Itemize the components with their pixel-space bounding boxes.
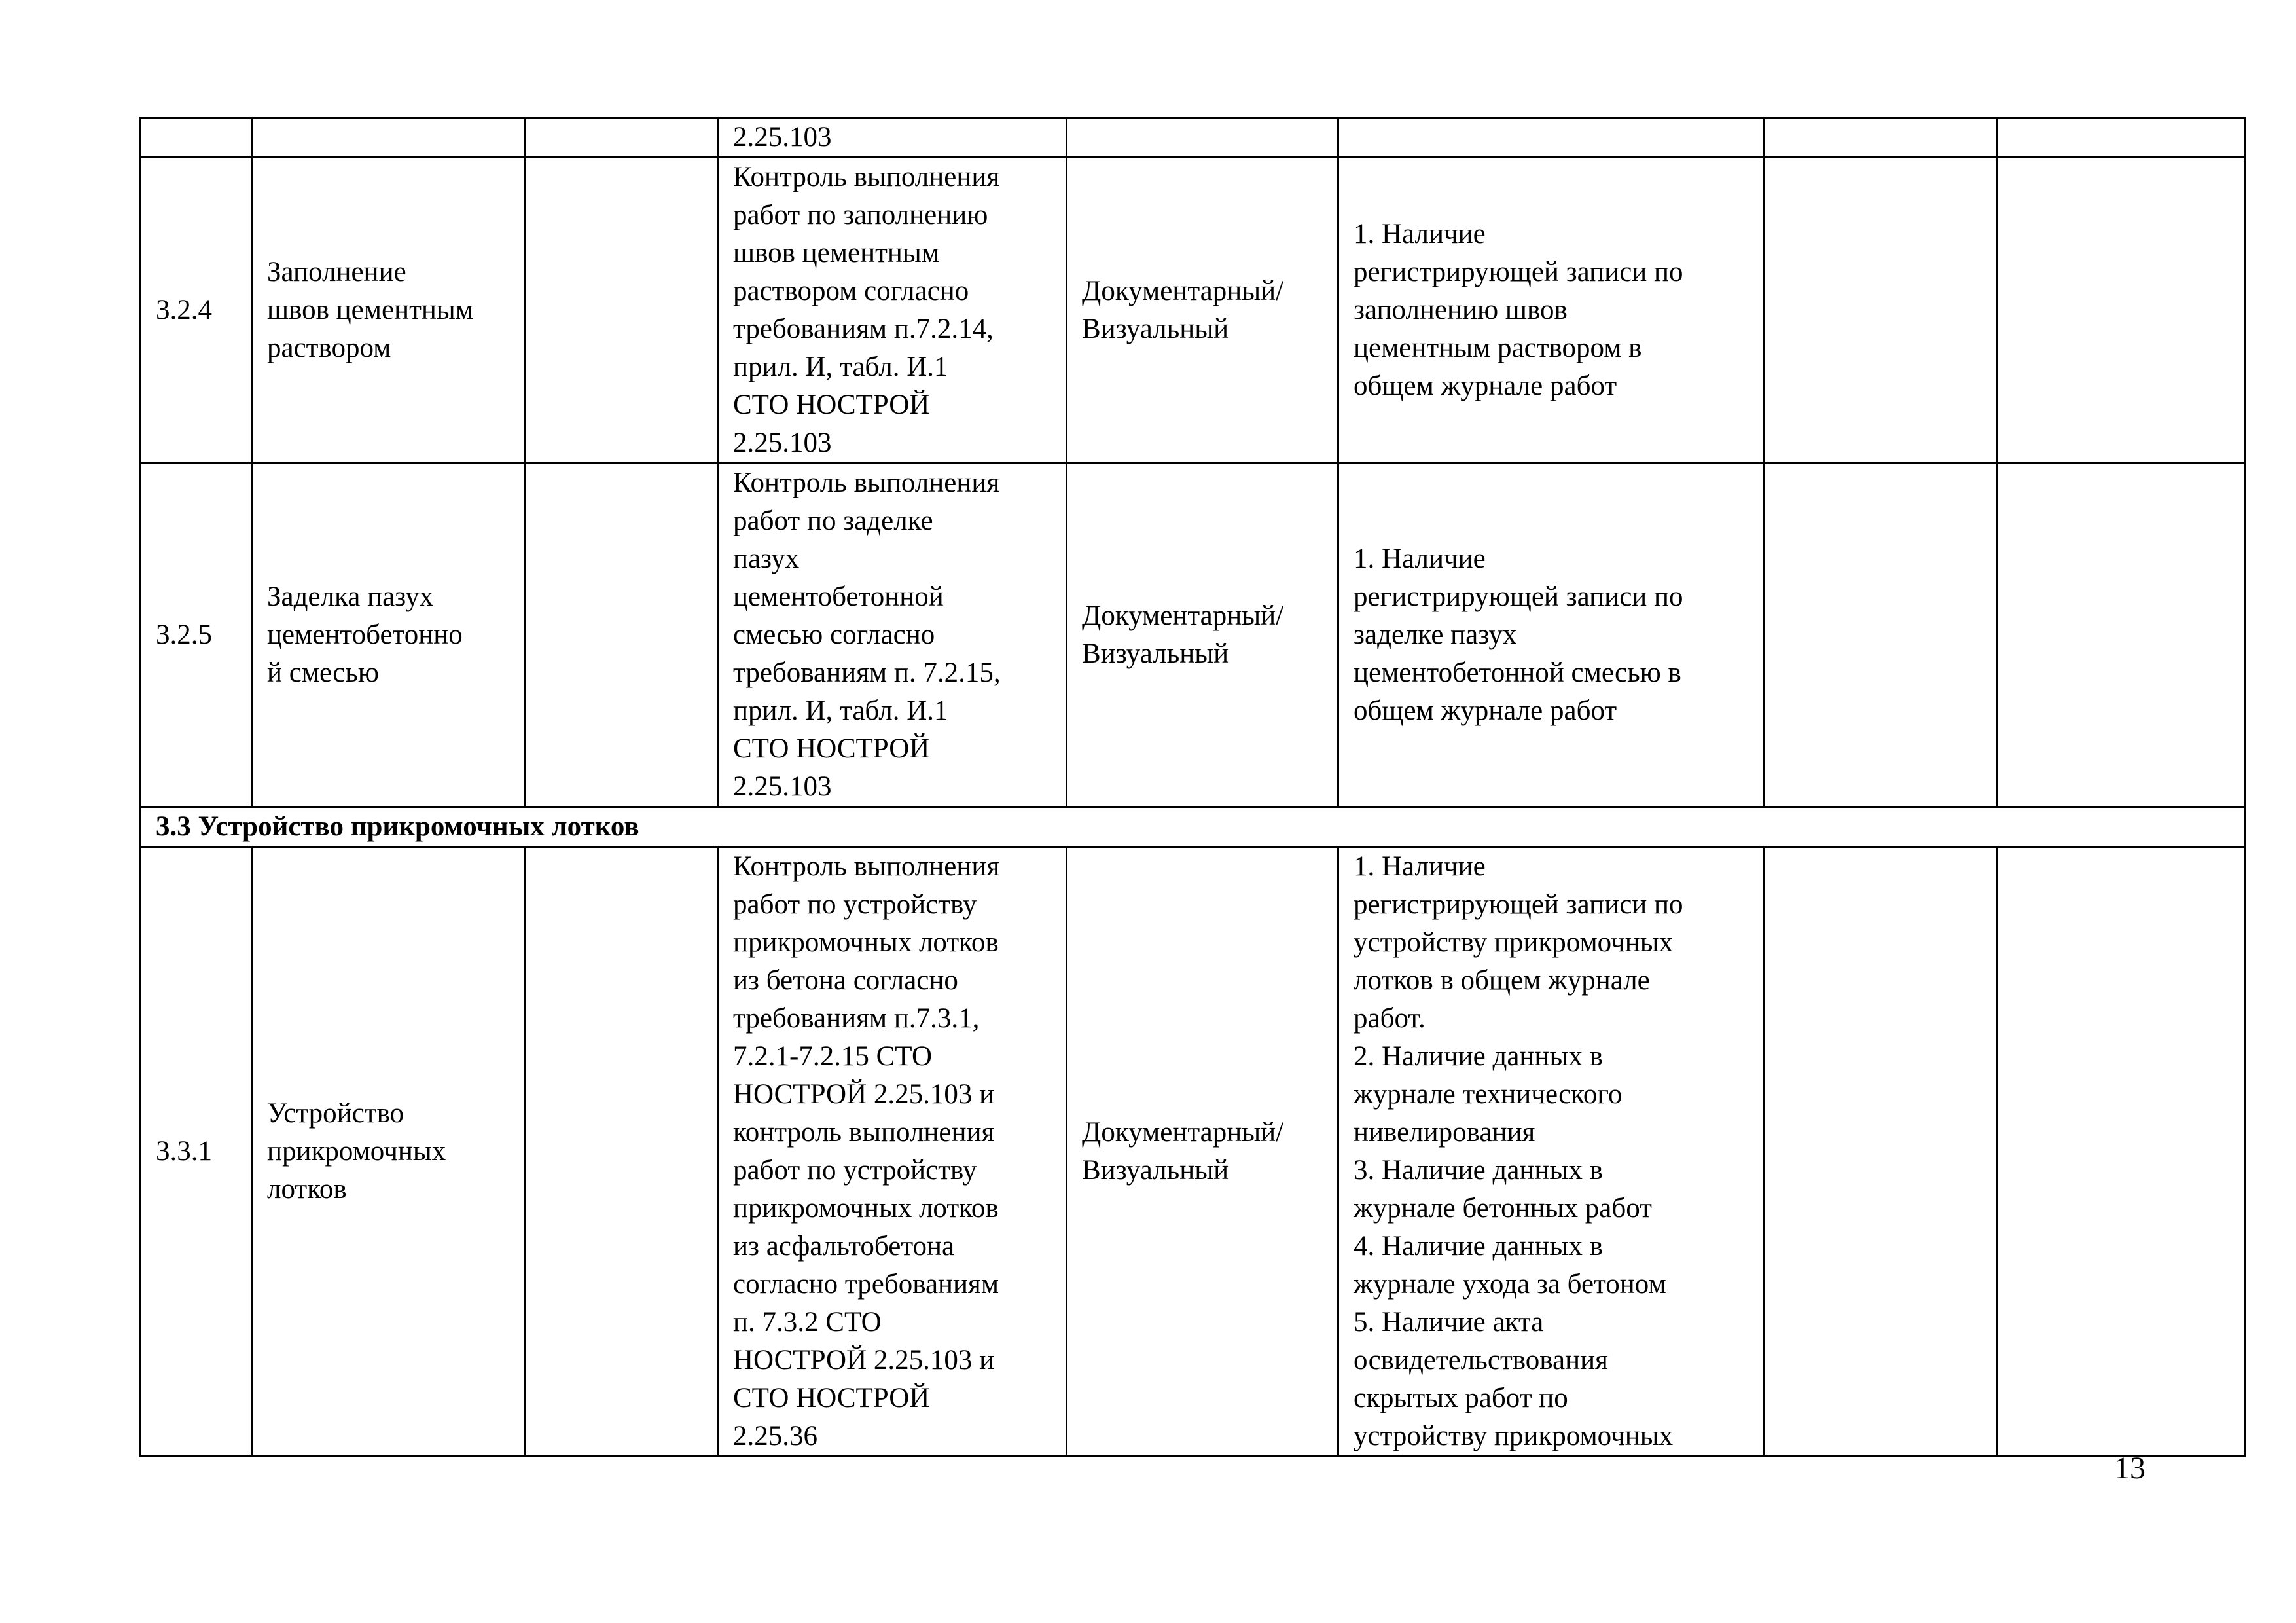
text-line: 7.2.1-7.2.15 СТО [733, 1041, 933, 1072]
text-line: регистрирующей записи по [1354, 581, 1683, 612]
cell-control [718, 464, 1067, 807]
text-line: Контроль выполнения [733, 162, 1000, 192]
text-line: работ по устройству [733, 889, 977, 920]
text-line: заделке пазух [1354, 619, 1517, 650]
text-line: заполнению швов [1354, 295, 1568, 325]
text-line: 4. Наличие данных в [1354, 1231, 1603, 1262]
text-line: требованиям п. 7.2.15, [733, 657, 1001, 688]
text-line: СТО НОСТРОЙ [733, 733, 930, 764]
cell-num [141, 118, 252, 158]
text-line: журнале бетонных работ [1354, 1193, 1652, 1224]
cell-control [718, 847, 1067, 1457]
cell-empty [1998, 118, 2245, 158]
table-row-3-3-1 [141, 847, 2245, 1457]
text-line: 1. Наличие [1354, 219, 1486, 249]
text-line: устройству прикромочных [1354, 927, 1674, 958]
text-line: Документарный/ [1082, 600, 1284, 631]
text-line: требованиям п.7.2.14, [733, 314, 994, 344]
text-line: цементобетонной [733, 581, 944, 612]
text-line: цементобетонной смесью в [1354, 657, 1681, 688]
text-line: швов цементным [267, 295, 473, 325]
cell-result [1338, 118, 1765, 158]
cell-empty [1998, 847, 2245, 1457]
text-line: лотков в общем журнале [1354, 965, 1650, 996]
text-line: работ по устройству [733, 1155, 977, 1186]
text-line: общем журнале работ [1354, 695, 1617, 726]
text-line: Устройство [267, 1098, 404, 1129]
text-line: Визуальный [1082, 1155, 1229, 1186]
text-line: Визуальный [1082, 314, 1229, 344]
cell-name [252, 847, 525, 1457]
text-line: 1. Наличие [1354, 543, 1486, 574]
cell-method [1067, 847, 1338, 1457]
text-line: 2.25.103 [733, 122, 832, 153]
text-line: НОСТРОЙ 2.25.103 и [733, 1079, 995, 1110]
text-line: цементным раствором в [1354, 333, 1642, 363]
text-line: прикромочных лотков [733, 1193, 999, 1224]
section-header-row [141, 807, 2245, 847]
text-line: работ по заделке [733, 505, 933, 536]
text-line: 1. Наличие [1354, 851, 1486, 882]
cell-name [252, 464, 525, 807]
text-line: 2.25.36 [733, 1421, 817, 1451]
text-line: работ по заполнению [733, 200, 988, 230]
cell-empty [525, 847, 718, 1457]
text-line: СТО НОСТРОЙ [733, 1383, 930, 1413]
text-line: й смесью [267, 657, 380, 688]
text-line: 2.25.103 [733, 771, 832, 802]
cell-empty [525, 118, 718, 158]
text-line: пазух [733, 543, 800, 574]
table-row-3-2-4 [141, 158, 2245, 464]
cell-result [1338, 464, 1765, 807]
cell-empty [1765, 158, 1998, 464]
text-line: журнале ухода за бетоном [1354, 1269, 1666, 1300]
text-line: устройству прикромочных [1354, 1421, 1674, 1451]
cell-empty [1765, 118, 1998, 158]
text-line: 2.25.103 [733, 428, 832, 458]
text-line: раствором согласно [733, 276, 969, 306]
cell-empty [525, 464, 718, 807]
text-line: нивелирования [1354, 1117, 1535, 1148]
text-line: Контроль выполнения [733, 467, 1000, 498]
text-line: Визуальный [1082, 638, 1229, 669]
text-line: 5. Наличие акта [1354, 1307, 1544, 1338]
text-line: цементобетонно [267, 619, 463, 650]
cell-result [1338, 847, 1765, 1457]
cell-name [252, 118, 525, 158]
cell-empty [1998, 464, 2245, 807]
table-row-3-2-5 [141, 464, 2245, 807]
cell-num: 3.3.1 [141, 847, 252, 1457]
text-line: 3. Наличие данных в [1354, 1155, 1603, 1186]
text-line: Заделка пазух [267, 581, 434, 612]
cell-num: 3.2.4 [141, 158, 252, 464]
cell-control [718, 118, 1067, 158]
text-line: Контроль выполнения [733, 851, 1000, 882]
text-line: контроль выполнения [733, 1117, 995, 1148]
text-line: Документарный/ [1082, 1117, 1284, 1148]
text-line: 2. Наличие данных в [1354, 1041, 1603, 1072]
text-line: НОСТРОЙ 2.25.103 и [733, 1345, 995, 1376]
page-number: 13 [2114, 1451, 2145, 1486]
text-line: регистрирующей записи по [1354, 889, 1683, 920]
text-line: освидетельствования [1354, 1345, 1608, 1376]
cell-empty [1765, 464, 1998, 807]
cell-name [252, 158, 525, 464]
text-line: из асфальтобетона [733, 1231, 955, 1262]
table-row-continuation [141, 118, 2245, 158]
text-line: прикромочных [267, 1136, 446, 1167]
cell-result [1338, 158, 1765, 464]
cell-empty [1765, 847, 1998, 1457]
text-line: работ. [1354, 1003, 1426, 1034]
text-line: швов цементным [733, 238, 939, 268]
cell-method [1067, 464, 1338, 807]
cell-method [1067, 158, 1338, 464]
text-line: согласно требованиям [733, 1269, 999, 1300]
control-table [139, 117, 2246, 1457]
text-line: журнале технического [1354, 1079, 1623, 1110]
text-line: регистрирующей записи по [1354, 257, 1683, 287]
text-line: раствором [267, 333, 391, 363]
text-line: лотков [267, 1174, 347, 1205]
cell-empty [525, 158, 718, 464]
text-line: смесью согласно [733, 619, 935, 650]
text-line: п. 7.3.2 СТО [733, 1307, 882, 1338]
text-line: прил. И, табл. И.1 [733, 352, 948, 382]
text-line: из бетона согласно [733, 965, 958, 996]
text-line: скрытых работ по [1354, 1383, 1568, 1413]
text-line: Документарный/ [1082, 276, 1284, 306]
text-line: требованиям п.7.3.1, [733, 1003, 980, 1034]
cell-num: 3.2.5 [141, 464, 252, 807]
text-line: прикромочных лотков [733, 927, 999, 958]
text-line: СТО НОСТРОЙ [733, 390, 930, 420]
text-line: Заполнение [267, 257, 406, 287]
section-header: 3.3 Устройство прикромочных лотков [141, 807, 2245, 847]
text-line: прил. И, табл. И.1 [733, 695, 948, 726]
cell-control [718, 158, 1067, 464]
cell-method [1067, 118, 1338, 158]
text-line: общем журнале работ [1354, 371, 1617, 401]
cell-empty [1998, 158, 2245, 464]
